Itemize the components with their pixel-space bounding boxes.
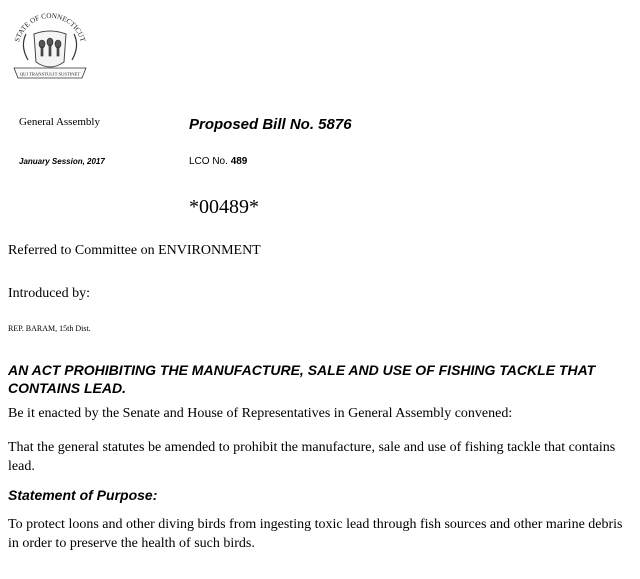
seal-motto: QUI TRANSTULIT SUSTINET <box>19 71 81 77</box>
general-assembly-label: General Assembly <box>19 116 100 128</box>
lco-label: LCO No. <box>189 156 228 167</box>
bill-title: Proposed Bill No. 5876 <box>189 116 352 133</box>
statement-of-purpose-heading: Statement of Purpose: <box>8 487 158 503</box>
lco-number: 489 <box>230 156 248 167</box>
act-title: AN ACT PROHIBITING THE MANUFACTURE, SALE AND USE OF FISHING TACKLE THAT CONTAINS LEAD. <box>8 362 596 396</box>
state-seal <box>4 4 96 84</box>
lco-number-line <box>189 156 247 167</box>
bill-body-text: That the general statutes be amended to prohibit the manufacture, sale and use of fishing tackle that contains lead. <box>8 440 616 474</box>
statement-of-purpose-text: To protect loons and other diving birds from ingesting toxic lead through fish sources and other marine debris in order to preserve the health of such birds. <box>8 517 623 551</box>
sponsor-name: REP. BARAM, 15th Dist. <box>8 324 91 333</box>
introduced-by-label: Introduced by: <box>8 286 91 301</box>
bill-code: *00489* <box>189 196 259 218</box>
session-label: January Session, 2017 <box>19 157 105 166</box>
state-seal-icon <box>4 4 96 84</box>
enacting-clause: Be it enacted by the Senate and House of Representatives in General Assembly convened: <box>8 406 513 421</box>
seal-top-text: STATE OF CONNECTICUT <box>13 11 87 43</box>
committee-referral: Referred to Committee on ENVIRONMENT <box>8 243 261 258</box>
